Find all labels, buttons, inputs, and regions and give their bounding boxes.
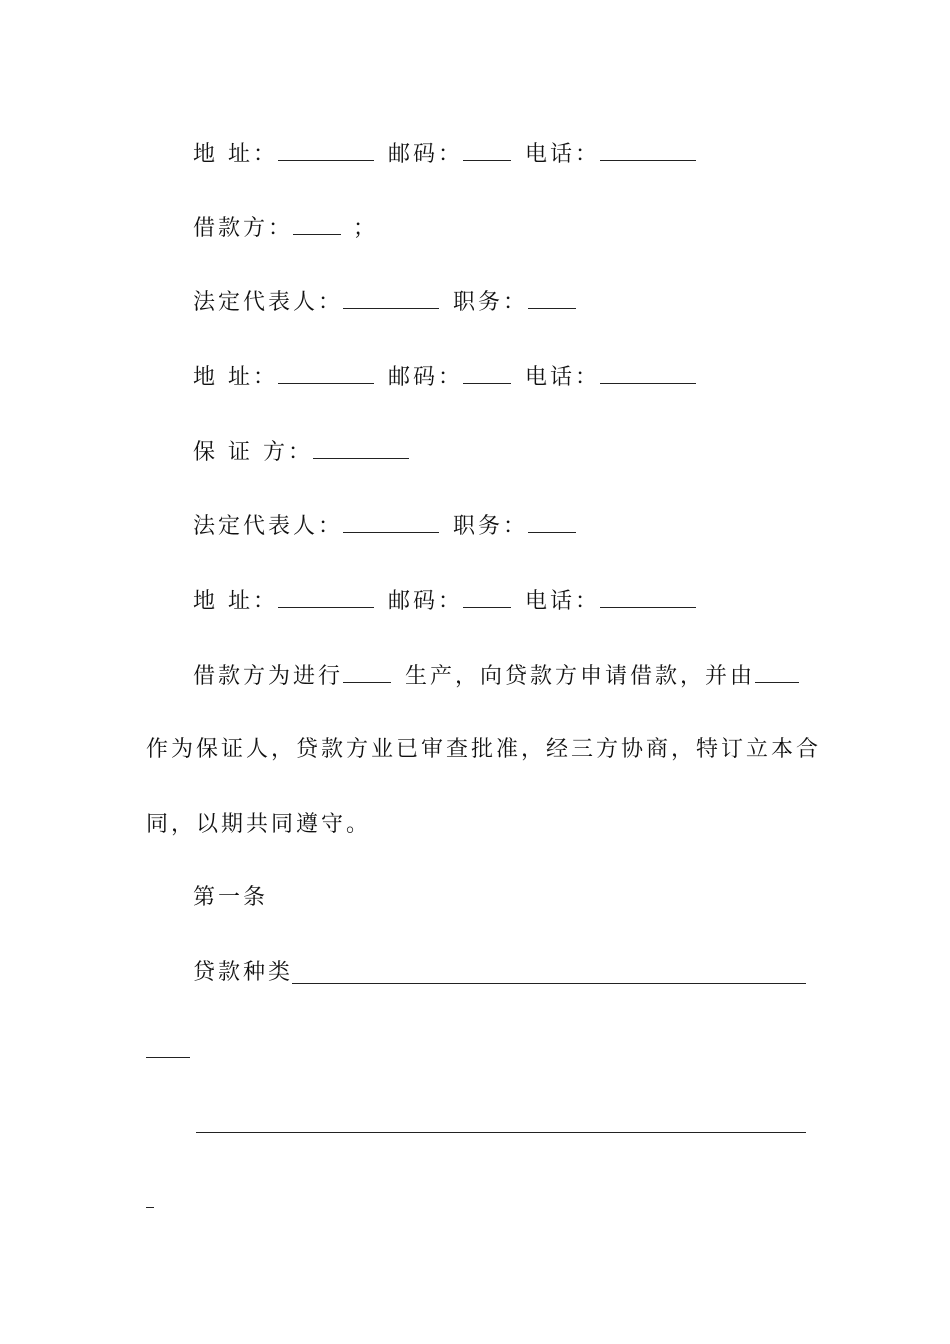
address-blank[interactable] [278,138,374,161]
rep-label: 法定代表人： [193,290,344,315]
loan-type-blank[interactable] [292,983,806,984]
fill-in-blank-line[interactable] [196,1132,806,1133]
production-blank[interactable] [343,660,391,683]
borrower-blank[interactable] [293,212,341,235]
phone-blank[interactable] [600,361,696,384]
preamble-line-2: 作为保证人，贷款方业已审查批准，经三方协商，特订立本合 [146,737,822,762]
guarantor-label: 保 证 方： [193,440,313,465]
borrower-rep-row [193,286,576,318]
address-blank[interactable] [278,585,374,608]
borrower-suffix: ； [353,216,379,241]
phone-label: 电话： [525,365,601,390]
phone-label: 电话： [525,142,601,167]
preamble-line-3: 同，以期共同遵守。 [146,812,372,837]
title-label: 职务： [453,514,529,539]
guarantor-name-blank[interactable] [755,660,799,683]
postcode-label: 邮码： [388,142,464,167]
rep-label: 法定代表人： [193,514,344,539]
guarantor-rep-row [193,510,576,542]
guarantor-blank[interactable] [313,436,409,459]
rep-blank[interactable] [343,286,439,309]
postcode-blank[interactable] [463,361,511,384]
fill-in-blank-line-end[interactable] [146,1207,154,1208]
loan-type-blank-continued[interactable] [146,1057,190,1058]
rep-blank[interactable] [343,510,439,533]
address-label: 地 址： [193,365,278,390]
preamble-text-b: 生产，向贷款方申请借款，并由 [405,664,756,689]
guarantor-row [193,436,409,468]
address-blank[interactable] [278,361,374,384]
loan-type-label: 贷款种类 [193,960,294,985]
title-label: 职务： [453,290,529,315]
phone-blank[interactable] [600,585,696,608]
address-label: 地 址： [193,142,278,167]
borrower-label: 借款方： [193,216,294,241]
borrower-row [193,212,378,244]
address-label: 地 址： [193,589,278,614]
title-blank[interactable] [528,286,576,309]
postcode-label: 邮码： [388,365,464,390]
phone-label: 电话： [525,589,601,614]
postcode-label: 邮码： [388,589,464,614]
preamble-text-a: 借款方为进行 [193,664,344,689]
lender-address-row [193,138,696,170]
postcode-blank[interactable] [463,138,511,161]
guarantor-address-row [193,585,696,617]
article-1-heading: 第一条 [193,885,269,910]
preamble-line-1 [193,660,799,692]
phone-blank[interactable] [600,138,696,161]
loan-type-row [193,958,293,988]
borrower-address-row [193,361,696,393]
title-blank[interactable] [528,510,576,533]
postcode-blank[interactable] [463,585,511,608]
